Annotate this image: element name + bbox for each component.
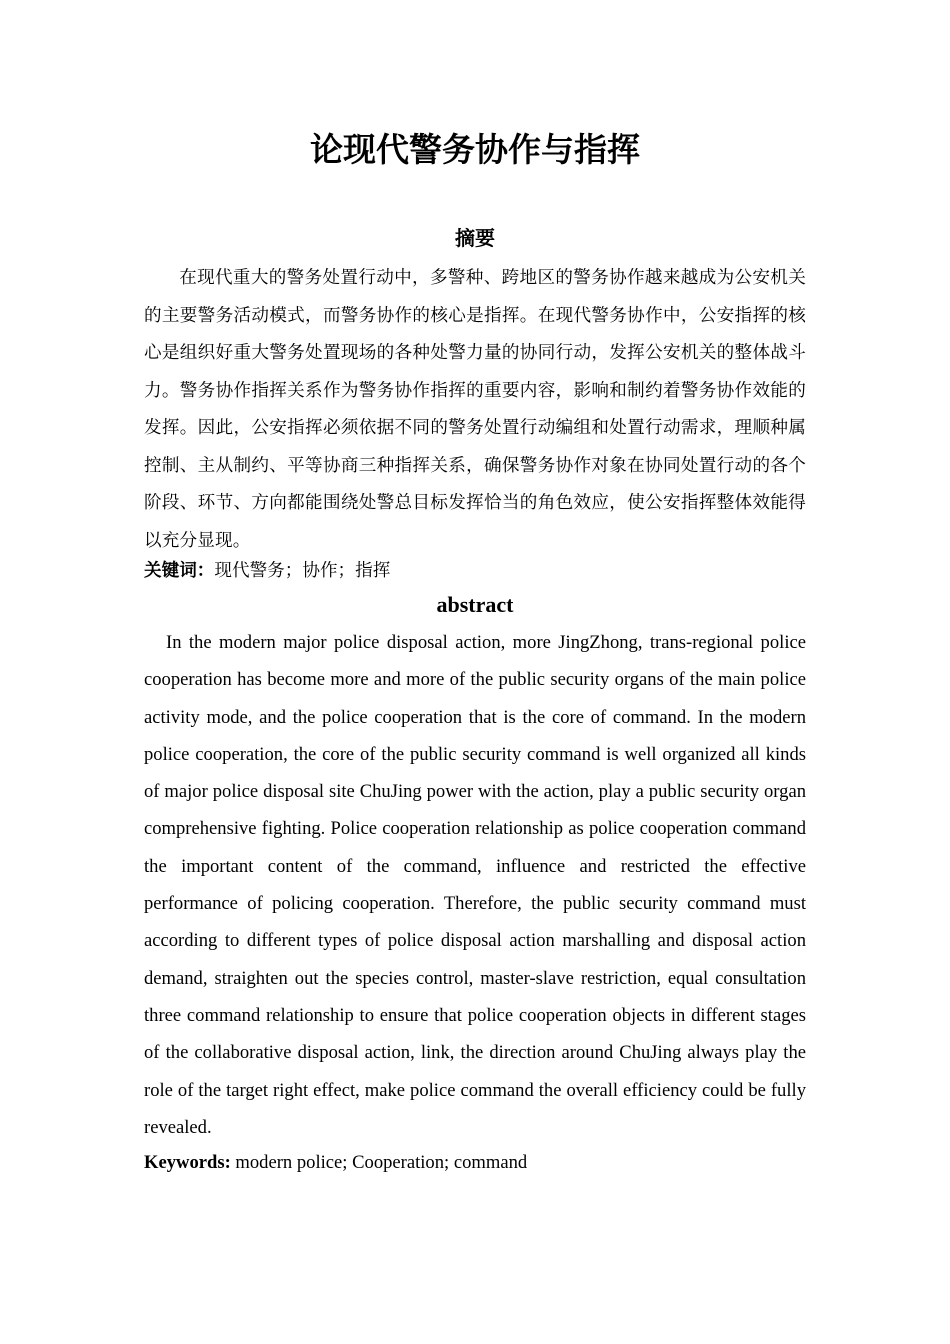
chinese-keywords-value: 现代警务；协作；指挥 bbox=[214, 561, 391, 581]
chinese-keywords bbox=[144, 556, 806, 586]
english-keywords bbox=[144, 1148, 806, 1178]
chinese-keywords-label: 关键词： bbox=[144, 561, 215, 581]
english-keywords-label: Keywords: bbox=[144, 1152, 231, 1173]
english-abstract-body: In the modern major police disposal action, more JingZhong, trans-regional police cooperation has become more and more of the public security organs of the main police activity mode, and the police cooperation that is the core of command. In the modern police cooperation, the core of the public security command is well organized all kinds of major police disposal site ChuJing power with the action, play a public security organ comprehensive fighting. Police cooperation relationship as police cooperation command the important content of the command, influence and restricted the effective performance of policing cooperation. Therefore, the public security command must according to different types of police disposal action marshalling and disposal action demand, straighten out the species control, master-slave restriction, equal consultation three command relationship to ensure that police cooperation objects in different stages of the collaborative disposal action, link, the direction around ChuJing always play the role of the target right effect, make police command the overall efficiency could be fully revealed. bbox=[144, 632, 806, 1138]
chinese-abstract-heading: 摘要 bbox=[455, 226, 495, 250]
document-title: 论现代警务协作与指挥 bbox=[310, 130, 640, 169]
english-abstract-heading: abstract bbox=[436, 592, 514, 617]
chinese-abstract-body: 在现代重大的警务处置行动中，多警种、跨地区的警务协作越来越成为公安机关的主要警务活动模式，而警务协作的核心是指挥。在现代警务协作中，公安指挥的核心是组织好重大警务处置现场的各种处警力量的协同行动，发挥公安机关的整体战斗力。警务协作指挥关系作为警务协作指挥的重要内容，影响和制约着警务协作效能的发挥。因此，公安指挥必须依据不同的警务处置行动编组和处置行动需求，理顺种属控制、主从制约、平等协商三种指挥关系，确保警务协作对象在协同处置行动的各个阶段、环节、方向都能围绕处警总目标发挥恰当的角色效应，使公安指挥整体效能得以充分显现。 bbox=[144, 268, 806, 551]
english-keywords-value: modern police; Cooperation; command bbox=[235, 1152, 528, 1173]
